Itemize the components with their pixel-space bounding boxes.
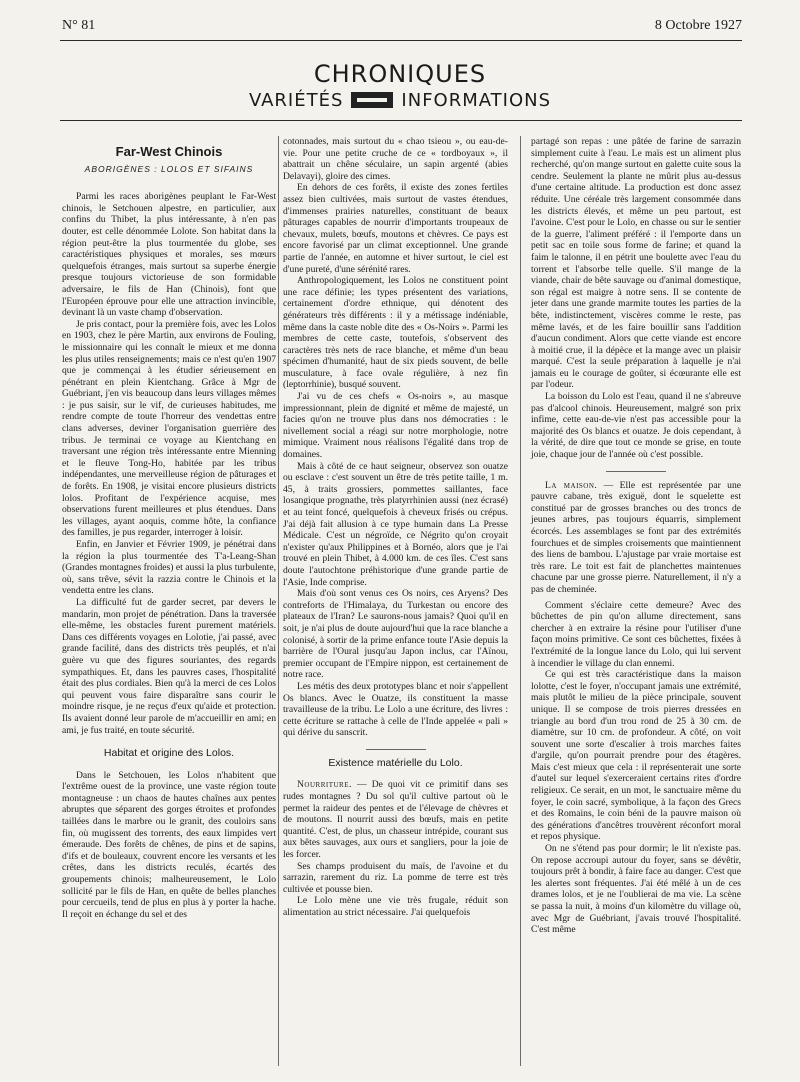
paragraph: Je pris contact, pour la première fois, avec les Lolos en 1903, chez le père Martin, aux environs de Fouling, le missionnaire qui les connaît le mieux et me donna les plus utiles renseignements; mais ce n'est qu'en 1907 que je commençai à les étudier sérieusement en pénétrant en plein Kientchang. Grâce à Mgr de Guébriant, j'en vis beaucoup dans leurs villages mêmes : je pus saisir, sur le vif, de curieuses habitudes, me rendre compte de toute l'horreur des vendettas entre clans adverses, deviner l'organisation guerrière des tribus. Je terminai ce voyage au Kientchang en traversant une région très intéressante entre Mienning et le fleuve Tong-Ho, habitée par les tribus indépendantes, une merveilleuse région de pâturages et de forêts. En 1908, je visitai encore plusieurs districts lolos. Profitant de l'expérience acquise, mes observations furent meilleures et plus étendues. Dans les villages, ayant aoquis, comme hôte, la confiance des familles, je pus regarder, interroger à loisir. (62, 318, 276, 539)
page-header (0, 0, 800, 128)
paragraph: cotonnades, mais surtout du « chao tsieou », ou eau-de-vie. Pour une petite cruche de ce « tordboyaux », il abattrait un chêne séculaire, un sapin argenté (abies Delavayi), gloire des cimes. (283, 136, 508, 182)
column-2 (283, 136, 508, 919)
paragraph: Ses champs produisent du maïs, de l'avoine et du sarrazin, rarement du riz. La pomme de terre est très cultivée et pousse bien. (283, 860, 508, 895)
paragraph: J'ai vu de ces chefs « Os-noirs », au masque impressionnant, plein de dignité et même de majesté, un facies qu'on ne trouve plus dans nos démocraties : le nivellement social a réagi sur notre morphologie, notre mimique. Vraiment nous réalisons l'égalité dans trop de domaines. (283, 391, 508, 461)
header-rule-top (60, 40, 742, 41)
issue-number: N° 81 (62, 18, 96, 33)
paragraph (283, 779, 508, 860)
masthead-subtitle (0, 90, 800, 111)
column-3 (531, 136, 741, 936)
paragraph: Enfin, en Janvier et Février 1909, je pénétrai dans la région la plus tourmentée des T'a-Leang-Shan (Grandes montagnes froides) et aussi la plus turbulente, où, sans trêve, sévit la razzia contre le Chinois et la vendetta entre les clans. (62, 539, 276, 597)
paragraph-lead: La maison. (545, 479, 598, 491)
paragraph: La boisson du Lolo est l'eau, quand il ne s'abreuve pas d'alcool chinois. Heureusement, malgré son prix infime, cette eau-de-vie n'est pas accessible pour la majorité des Os blancs et ouatze. Je dois cependant, à la vérité, de dire que tout ce monde se grise, en toute joie, chaque jour de l'année où c'est possible. (531, 391, 741, 461)
masthead-title: CHRONIQUES (313, 60, 487, 88)
paragraph: Les métis des deux prototypes blanc et noir s'appellent Os blancs. Avec le Ouatze, ils constituent la masse travailleuse de la tribu. Le Lolo a une écriture, des livres : cette écriture se rattache à celle de l'Inde appelée « pali » qui dérive du sanscrit. (283, 680, 508, 739)
ornament-icon (351, 92, 393, 108)
article-subtitle: ABORIGÈNES : LOLOS ET SIFAINS (84, 163, 254, 174)
paragraph (531, 480, 741, 596)
masthead-left: VARIÉTÉS (248, 90, 344, 111)
column-1 (62, 136, 276, 920)
section-rule (606, 471, 666, 472)
paragraph: En dehors de ces forêts, il existe des zones fertiles assez bien cultivées, mais surtout de vastes étendues, d'immenses prairies naturelles, constituant de beaux pâturages capables de nourrir d'importants troupeaux de chevaux, mulets, bœufs, moutons et chèvres. Ce pays est encore favorisé par un climat exceptionnel. Une grande partie de l'année, en automne et hiver surtout, le ciel est d'une pureté, d'une sérénité rares. (283, 182, 508, 275)
column-divider-2 (520, 136, 521, 1066)
masthead-right: INFORMATIONS (401, 90, 552, 111)
paragraph-body: — Elle est représentée par une pauvre cabane, très exiguë, dont le squelette est constitué par de grosses branches ou des troncs de jeunes arbres, pas toujours équarris, simplement écorcés. Les assemblages se font par des extrémités fourchues et de simples croisements que maintiennent des liens de bambou. L'ajustage par vraie mortaise est très rare. Le toit est fait de planchettes maintenues chacune par une grosse pierre. Naturellement, il n'y a pas de cheminée. (531, 479, 742, 595)
paragraph: La difficulté fut de garder secret, par devers le mandarin, mon projet de pénétration. Dans la traversée elle-même, les obstacles furent purement matériels. Dans ces différents voyages en Lolotie, j'ai passé, avec grande facilité, dans des districts très peuplés, et n'ai guère vu que des figures souriantes, des regards sympathiques. Et, dans les pauvres cases, l'hospitalité était des plus cordiales. Bien qu'à la merci de ces Lolos qui peuvent vous faire disparaître sans courir le moindre risque, je ne reçus d'eux qu'aide et protection. Ils avaient donné leur parole de m'accueillir en ami; en ami, je fus traité, en toute sécurité. (62, 596, 276, 736)
paragraph-lead: Nourriture. (297, 779, 352, 791)
column-divider-1 (278, 136, 279, 1066)
header-rule-bottom (60, 120, 742, 121)
paragraph-body: — De quoi vit ce primitif dans ses rudes montagnes ? Du sol qu'il cultive partout où le permet la raideur des pentes et de l'élevage de chèvres et de moutons. Il nourrit aussi des bœufs, mais en petite quantité. C'est, de plus, un chasseur intrépide, courant sus aux bêtes sauvages, aux ours et sangliers, pour la joie de les forcer. (283, 779, 508, 861)
paragraph: On ne s'étend pas pour dormir; le lit n'existe pas. On repose accroupi autour du foyer, sans se dévêtir, toujours prêt à bondir, à faire face au danger. C'est que les alertes sont fréquentes. J'ai été mêlé à un de ces drames lolos, et je ne l'oublierai de ma vie. La scène se passa la nuit, à moins d'un kilomètre du village où, avec Mgr de Guébriant, j'avais trouvé l'hospitalité. C'est même (531, 843, 741, 936)
paragraph: Mais à côté de ce haut seigneur, observez son ouatze ou esclave : c'est souvent un être de très petite taille, 1 m. 45, à traits grossiers, pommettes saillantes, face losangique prognathe, très platyrrhinien aussi (nez écrasé) et au teint foncé, quelquefois à cheveux frisés ou crépus. J'ai déjà fait allusion à ce type humain dans La Presse Médicale. C'est un négroïde, ce Négrito qu'on croyait n'exister qu'aux Philippines et à Bornéo, alors que je l'ai trouvé en plein Thibet, à 4.000 km. de ces îles. C'est sans doute l'autochtone préhistorique d'une grande partie de l'Asie, Inde comprise. (283, 460, 508, 588)
paragraph: Le Lolo mène une vie très frugale, réduit son alimentation au strict nécessaire. J'ai quelquefois (283, 895, 508, 918)
paragraph: Ce qui est très caractéristique dans la maison lolotte, c'est le foyer, n'occupant jamais une extrémité, mais plutôt le milieu de la pièce principale, souvent unique. Il se compose de trois pierres dressées en triangle au bord d'un trou rond de 25 à 30 cm. de diamètre, sur 10 cm. de profondeur. A côté, on voit souvent une sorte d'escalier à trois marches faites d'argile, qu'on pourrait prendre pour des étagères. Mais c'est mieux que cela : il représenterait une sorte d'autel sur lequel s'exerceraient certains rites d'ordre religieux. Ce serait, en un mot, le sanctuaire même du foyer, le coin sacré, symbolique, à la façon des Grecs et des Romains, le coin béni de la pauvre maison où des générations d'ancêtres trouvèrent réconfort moral et repos physique. (531, 669, 741, 843)
paragraph: Comment s'éclaire cette demeure? Avec des bûchettes de pin qu'on allume directement, sans chercher à en extraire la résine pour l'utiliser d'une façon moins primitive. Ce sont ces bûchettes, fixées à l'extrémité de la longue lance du Lolo, qui lui servent à incendier le village du clan ennemi. (531, 599, 741, 669)
paragraph: Mais d'où sont venus ces Os noirs, ces Aryens? Des contreforts de l'Himalaya, du Turkestan ou encore des plateaux de l'Iran? Le saurons-nous jamais? Quoi qu'il en soit, je n'ai plus de doute aujourd'hui que la race blanche a colonisé, à sortir de la prime enfance toute l'Asie depuis la barrière de l'Oural jusqu'au Japon inclus, car l'Aïnou, premier occupant de l'Empire nippon, est certainement de notre race. (283, 588, 508, 681)
section-heading: Habitat et origine des Lolos. (103, 747, 235, 760)
paragraph: Parmi les races aborigènes peuplant le Far-West chinois, le Setchouen alpestre, en particulier, aux confins du Thibet, la plus intéressante, à n'en pas douter, est celle dénommée Lolote. Son habitat dans la région peut-être la plus tourmentée du globe, ses caractéristiques physiques et morales, ses mœurs quelquefois étranges, mais surtout sa superbe énergie presque toujours victorieuse de son formidable adversaire, le fils de Han (Chinois), font que l'Européen éprouve pour elle une attraction invincible, devinant là un vaste champ d'observation. (62, 191, 276, 319)
section-rule (366, 749, 426, 750)
paragraph: Anthropologiquement, les Lolos ne constituent point une race définie; les types présentent des variations, certainement d'ordre ethnique, qui dénotent des générateurs très différents : il y a métissage indéniable, même dans la caste noble dite des « Os-Noirs ». Parmi les membres de cette caste, toutefois, s'observent des caractères très nets de race blanche, et même d'un beau spécimen d'humanité, haut de six pieds souvent, de belle musculature, à face ovale régulière, à nez fin (leptorrhinie), busqué souvent. (283, 275, 508, 391)
issue-date: 8 Octobre 1927 (654, 18, 742, 33)
section-heading: Existence matérielle du Lolo. (328, 756, 463, 769)
paragraph: Dans le Setchouen, les Lolos n'habitent que l'extrême ouest de la province, une vaste région toute montagneuse : un chaos de hautes chaînes aux pentes abruptes que séparent des gorges étroites et profondes taillées dans le marbre ou le granit, des couloirs sans fin, où mugissent des torrents, des eaux limpides vert émeraude. Des forêts de chênes, de pins et de sapins, d'ifs et de bouleaux, couvrent encore les versants et les crêtes, dans les districts reculés, écartés des groupements chinois; malheureusement, le Lolo sollicité par le fils de Han, en quête de belles planches pour cercueils, tend de plus en plus à y porter la hache. Il reçoit en échange du sel et des (62, 769, 276, 920)
paragraph: partagé son repas : une pâtée de farine de sarrazin simplement cuite à l'eau. Le maïs est un aliment plus recherché, qu'on mange surtout en galette cuite sous la cendre. Seulement la plante ne mûrit plus au-dessus d'une certaine altitude. La production est donc assez réduite. Une céréale très largement consommée dans les districts élevés, et même un peu partout, est l'avoine. C'est pour le Lolo, en chasse ou sur le sentier de la guerre, l'aliment préféré : il l'emporte dans un petit sac en toile sous forme de farine; et quand la faim le talonne, il en pétrit une boulette avec l'eau du torrent et l'absorbe telle quelle. S'il mange de la viande, chair de bête sauvage ou d'animal domestique, son régal est maigre à notre sens. Il se contente de jeter dans une grande marmite toutes les parties de la bête, indistinctement, viscères comme le reste, pas même lavés, et de les faire bouillir sans l'addition d'aucun condiment. Alors que cette viande est encore à moitié crue, il la dépèce et la mange avec un plaisir marqué. C'est la seule préparation à laquelle je n'ai jamais eu le courage de goûter, si écœurante elle est par l'odeur. (531, 136, 741, 391)
article-title: Far-West Chinois (115, 144, 223, 159)
